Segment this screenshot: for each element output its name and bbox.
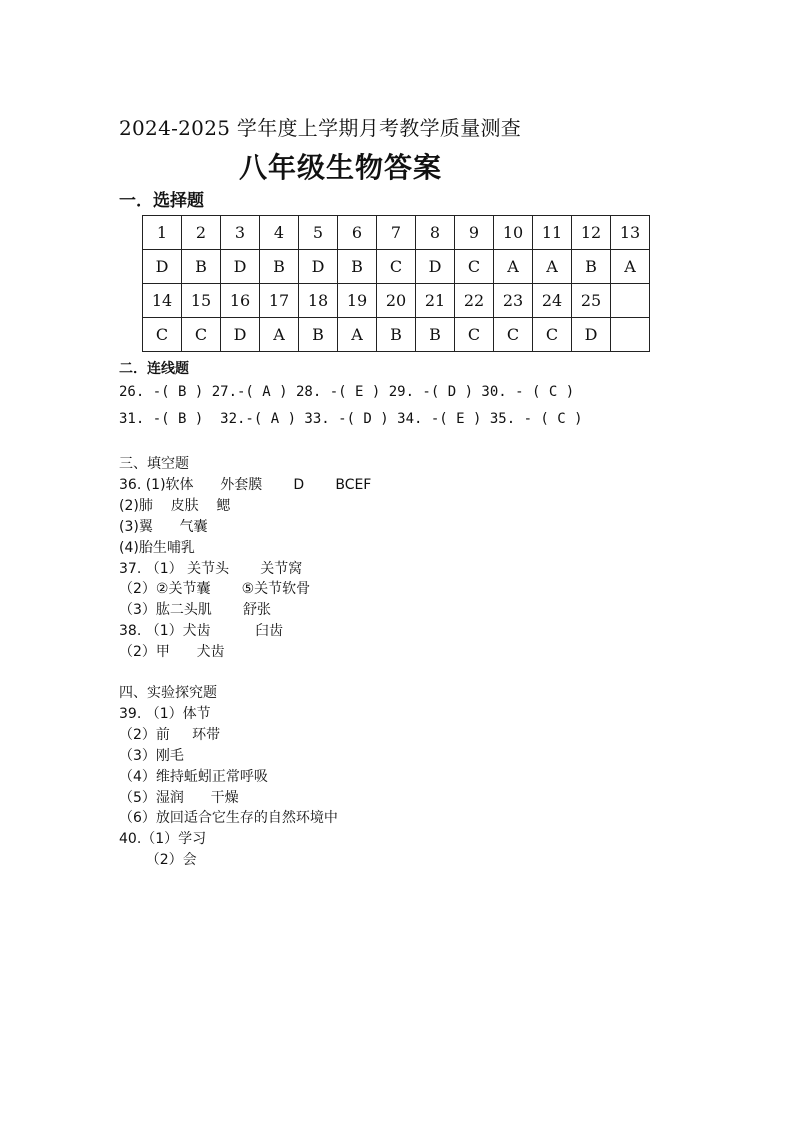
question-number-row [143,284,650,318]
fill-line: （2）甲 犬齿 [119,644,225,660]
fill-line: (3)翼 气囊 [119,519,208,535]
experiment-line: 40.（1）学习 [119,831,207,847]
answer-cell: C [182,318,221,352]
answer-cell: A [260,318,299,352]
question-number-cell: 23 [494,284,533,318]
exam-title: 2024-2025 学年度上学期月考教学质量测查 [119,116,522,140]
question-number-cell: 21 [416,284,455,318]
question-number-cell: 15 [182,284,221,318]
answer-row [143,250,650,284]
choice-answer-table [142,215,650,352]
question-number-cell: 9 [455,216,494,250]
answer-cell: D [221,250,260,284]
question-number-cell: 24 [533,284,572,318]
answer-cell: C [533,318,572,352]
question-number-cell: 2 [182,216,221,250]
question-number-cell: 13 [611,216,650,250]
answer-cell: B [572,250,611,284]
answer-cell: B [377,318,416,352]
section-heading-matching: 二．连线题 [119,361,189,377]
answer-cell: C [455,318,494,352]
question-number-cell: 6 [338,216,377,250]
question-number-cell: 7 [377,216,416,250]
question-number-cell: 12 [572,216,611,250]
matching-line-1: 26. -( B ) 27.-( A ) 28. -( E ) 29. -( D ) 30. - ( C ) [119,384,575,400]
page-title: 八年级生物答案 [239,151,443,184]
question-number-cell: 25 [572,284,611,318]
experiment-line: 39. （1）体节 [119,706,211,722]
fill-line: (2)肺 皮肤 鳃 [119,498,231,514]
answer-cell: A [611,250,650,284]
answer-cell: A [494,250,533,284]
question-number-cell: 18 [299,284,338,318]
question-number-cell: 14 [143,284,182,318]
experiment-line: （2）会 [119,852,197,868]
fill-line: （3）肱二头肌 舒张 [119,602,272,618]
experiment-line: （4）维持蚯蚓正常呼吸 [119,769,268,785]
section-heading-choice: 一．选择题 [119,191,204,211]
answer-cell: D [416,250,455,284]
answer-cell: B [416,318,455,352]
section-heading-experiment: 四、实验探究题 [119,685,217,701]
question-number-row [143,216,650,250]
answer-cell: A [533,250,572,284]
matching-line-2: 31. -( B ) 32.-( A ) 33. -( D ) 34. -( E ) 35. - ( C ) [119,411,583,427]
experiment-line: （2）前 环带 [119,727,221,743]
experiment-line: （5）湿润 干燥 [119,790,239,806]
answer-cell: D [143,250,182,284]
answer-cell: C [377,250,416,284]
fill-line: 36. (1)软体 外套膜 D BCEF [119,477,372,493]
answer-cell: B [338,250,377,284]
fill-line: 38. （1）犬齿 臼齿 [119,623,284,639]
question-number-cell: 3 [221,216,260,250]
answer-cell: C [143,318,182,352]
experiment-line: （3）刚毛 [119,748,184,764]
answer-cell: B [260,250,299,284]
answer-cell: D [221,318,260,352]
fill-line: 37. （1） 关节头 关节窝 [119,561,303,577]
answer-cell: C [455,250,494,284]
question-number-cell: 1 [143,216,182,250]
answer-cell: A [338,318,377,352]
fill-line: （2）②关节囊 ⑤关节软骨 [119,581,311,597]
question-number-cell: 4 [260,216,299,250]
question-number-cell: 8 [416,216,455,250]
question-number-cell [611,284,650,318]
answer-cell: D [299,250,338,284]
answer-cell [611,318,650,352]
answer-cell: B [182,250,221,284]
question-number-cell: 11 [533,216,572,250]
question-number-cell: 19 [338,284,377,318]
answer-cell: C [494,318,533,352]
section-heading-fill: 三、填空题 [119,456,189,472]
question-number-cell: 16 [221,284,260,318]
answer-cell: B [299,318,338,352]
question-number-cell: 20 [377,284,416,318]
answer-row [143,318,650,352]
answer-cell: D [572,318,611,352]
question-number-cell: 10 [494,216,533,250]
question-number-cell: 22 [455,284,494,318]
fill-line: (4)胎生哺乳 [119,540,195,556]
experiment-line: （6）放回适合它生存的自然环境中 [119,810,338,826]
question-number-cell: 17 [260,284,299,318]
question-number-cell: 5 [299,216,338,250]
